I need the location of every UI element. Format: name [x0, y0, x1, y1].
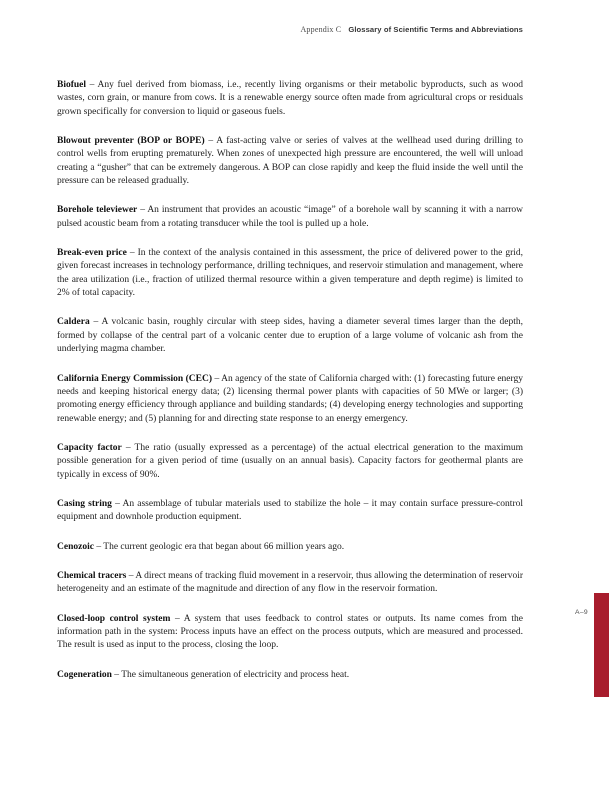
glossary-entry: [57, 373, 523, 426]
glossary-term: Biofuel: [57, 80, 87, 90]
glossary-entry: [57, 669, 523, 682]
glossary-term: Chemical tracers: [57, 570, 127, 581]
glossary-definition: – The simultaneous generation of electricity and process heat.: [114, 669, 350, 680]
glossary-entry: [57, 570, 523, 597]
glossary-term: Caldera: [57, 317, 90, 328]
appendix-label: Appendix C: [300, 25, 342, 34]
page-number-label: A–9: [575, 609, 588, 616]
glossary-term: Cogeneration: [57, 669, 112, 680]
glossary-term: Closed-loop control system: [57, 613, 171, 624]
glossary-term: Casing string: [57, 498, 112, 509]
glossary-entry: [57, 204, 523, 231]
page-title: Glossary of Scientific Terms and Abbreviations: [348, 25, 523, 34]
glossary-definition: – The ratio (usually expressed as a percentage) of the actual electrical generation to the maximum possible generation for a given period of time (usually on an annual basis). Capacity factors for geothermal plants are typically in excess of 90%.: [57, 442, 523, 480]
glossary-term: Borehole televiewer: [57, 205, 138, 216]
glossary-term: Capacity factor: [57, 442, 122, 453]
glossary-definition: – A direct means of tracking fluid movement in a reservoir, thus allowing the determination of reservoir heterogeneity and an estimate of the magnitude and direction of any flow in the reservoir formation.: [57, 570, 523, 595]
glossary-definition: – A volcanic basin, roughly circular with steep sides, having a diameter several times larger than the depth, formed by collapse of the central part of a volcanic center due to eruption of a large volume of volcanic ash from the underlying magma chamber.: [57, 317, 524, 355]
running-header: [57, 19, 523, 37]
glossary-entry: [57, 135, 523, 188]
glossary-entry: [57, 541, 523, 554]
glossary-entry: [57, 247, 523, 300]
glossary-term: Cenozoic: [57, 541, 94, 552]
glossary-term: Break-even price: [57, 248, 127, 259]
glossary-definition: – The current geologic era that began about 66 million years ago.: [96, 541, 345, 552]
glossary-definition: – A fast-acting valve or series of valves at the wellhead used during drilling to control wells from erupting prematurely. When zones of unexpected high pressure are encountered, the well will unload creating a “gusher” that can be extremely dangerous. A BOP can close rapidly and keep the fluid inside the well until the pressure can be released gradually.: [57, 136, 523, 187]
glossary-definition: – An instrument that provides an acoustic “image” of a borehole wall by scanning it with a narrow pulsed acoustic beam from a rotating transducer while the tool is pulled up a hole.: [57, 205, 524, 229]
glossary-entry: [57, 442, 523, 482]
glossary-entry: [57, 79, 523, 119]
section-tab-bar: [594, 593, 609, 697]
glossary-entry: [57, 498, 523, 525]
glossary-entries: [57, 79, 523, 698]
glossary-term: Blowout preventer (BOP or BOPE): [57, 136, 205, 147]
glossary-entry: [57, 316, 523, 356]
glossary-definition: – Any fuel derived from biomass, i.e., recently living organisms or their metabolic byproducts, such as wood wastes, corn grain, or manure from cows. It is a renewable energy source often made from agricultural crops or residuals grown specifically for conversion to liquid or gaseous fuels.: [57, 80, 524, 117]
glossary-definition: – A system that uses feedback to control states or outputs. Its name comes from the information path in the system: Process inputs have an effect on the process outputs, which are measured and processed. The result is used as input to the process, closing the loop.: [57, 613, 523, 651]
glossary-term: California Energy Commission (CEC): [57, 373, 213, 384]
glossary-definition: – An agency of the state of California charged with: (1) forecasting future energy needs and keeping historical energy data; (2) licensing thermal power plants with capacities of 50 MWe or larger; (3) promoting energy efficiency through appliance and building standards; (4) developing energy technologies and supporting renewable energy; and (5) planning for and directing state response to an energy emergency.: [57, 373, 524, 424]
glossary-definition: – In the context of the analysis contained in this assessment, the price of delivered power to the grid, given forecast increases in technology performance, drilling techniques, and reservoir stimulation and management, where the area utilization (i.e., fraction of utilized thermal resource within a given temperature and depth regime) is limited to 2% of total capacity.: [57, 248, 523, 299]
glossary-entry: [57, 613, 523, 653]
glossary-definition: – An assemblage of tubular materials used to stabilize the hole – it may contain surface pressure-control equipment and downhole production equipment.: [57, 498, 523, 523]
